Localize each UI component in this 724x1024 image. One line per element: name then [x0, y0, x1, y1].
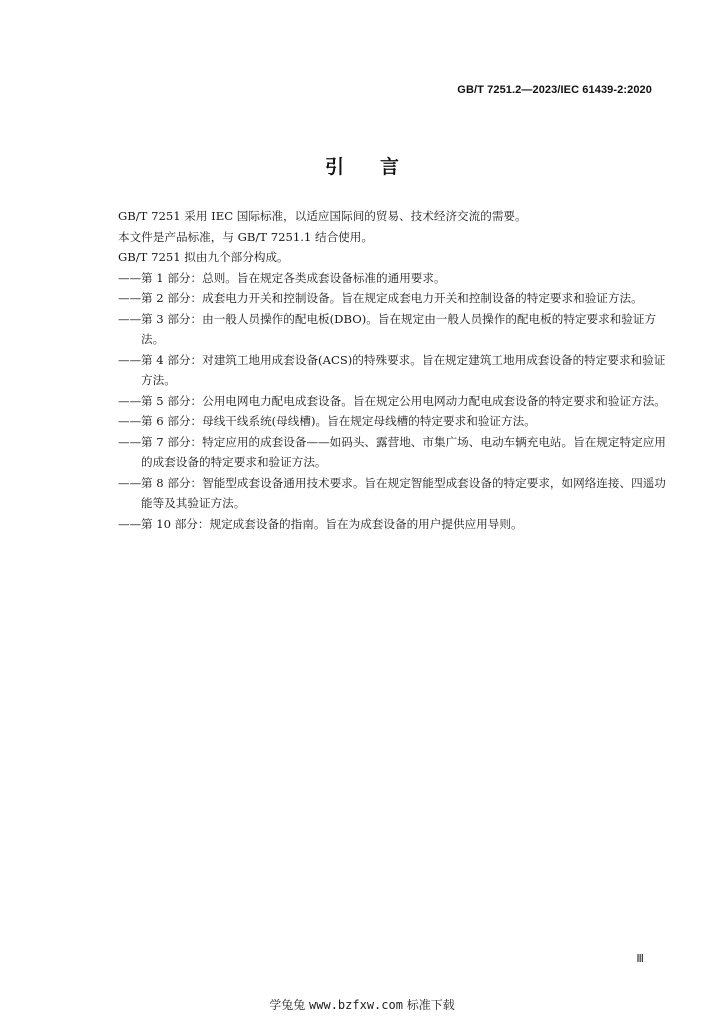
part-text: 第 6 部分：母线干线系统(母线槽)。旨在规定母线槽的特定要求和验证方法。 [141, 414, 536, 428]
intro-paragraph: 本文件是产品标准，与 GB/T 7251.1 结合使用。 [118, 229, 373, 244]
list-item [118, 514, 666, 535]
list-item [118, 350, 666, 391]
title-char-1: 引 [324, 156, 344, 178]
intro-paragraph: GB/T 7251 采用 IEC 国际标准，以适应国际间的贸易、技术经济交流的需要。 [118, 209, 527, 223]
page-number: Ⅲ [636, 953, 644, 965]
dash: —— [118, 311, 142, 326]
part-text: 第 7 部分：特定应用的成套设备——如码头、露营地、市集广场、电动车辆充电站。旨在规定特定应用的成套设备的特定要求和验证方法。 [141, 434, 666, 469]
footer-watermark [0, 996, 724, 1013]
list-item [118, 473, 666, 514]
part-text: 第 10 部分：规定成套设备的指南。旨在为成套设备的用户提供应用导则。 [141, 516, 523, 531]
dash: —— [118, 270, 142, 285]
intro-paragraph: GB/T 7251 拟由九个部分构成。 [118, 250, 289, 264]
list-item [118, 309, 666, 350]
footer-label: 标准下载 [406, 998, 455, 1012]
list-item [118, 432, 666, 473]
list-item [118, 268, 666, 289]
dash: —— [118, 414, 142, 428]
part-text: 第 3 部分：由一般人员操作的配电板(DBO)。旨在规定由一般人员操作的配电板的特定要求和验证方法。 [141, 311, 657, 346]
list-item [118, 288, 666, 309]
dash: —— [118, 291, 142, 305]
title-char-2: 言 [380, 156, 400, 178]
page-title [0, 152, 724, 179]
standard-code: GB/T 7251.2—2023/IEC 61439-2:2020 [457, 84, 652, 96]
list-item [118, 391, 666, 412]
dash: —— [118, 434, 142, 449]
dash: —— [118, 352, 142, 367]
footer-url[interactable]: www.bzfxw.com [309, 998, 403, 1012]
part-text: 第 5 部分：公用电网电力配电成套设备。旨在规定公用电网动力配电成套设备的特定要求和验证方法。 [141, 393, 666, 408]
part-text: 第 2 部分：成套电力开关和控制设备。旨在规定成套电力开关和控制设备的特定要求和验证方法。 [141, 291, 643, 305]
document-body [118, 206, 666, 534]
dash: —— [118, 475, 142, 490]
dash: —— [118, 516, 142, 531]
dash: —— [118, 393, 142, 408]
part-text: 第 1 部分：总则。旨在规定各类成套设备标准的通用要求。 [141, 270, 446, 285]
footer-site-name: 学兔兔 [269, 998, 306, 1012]
part-text: 第 4 部分：对建筑工地用成套设备(ACS)的特殊要求。旨在规定建筑工地用成套设备的特定要求和验证方法。 [141, 352, 666, 387]
list-item [118, 411, 666, 432]
part-text: 第 8 部分：智能型成套设备通用技术要求。旨在规定智能型成套设备的特定要求，如网络连接、四遥功能等及其验证方法。 [141, 475, 666, 510]
